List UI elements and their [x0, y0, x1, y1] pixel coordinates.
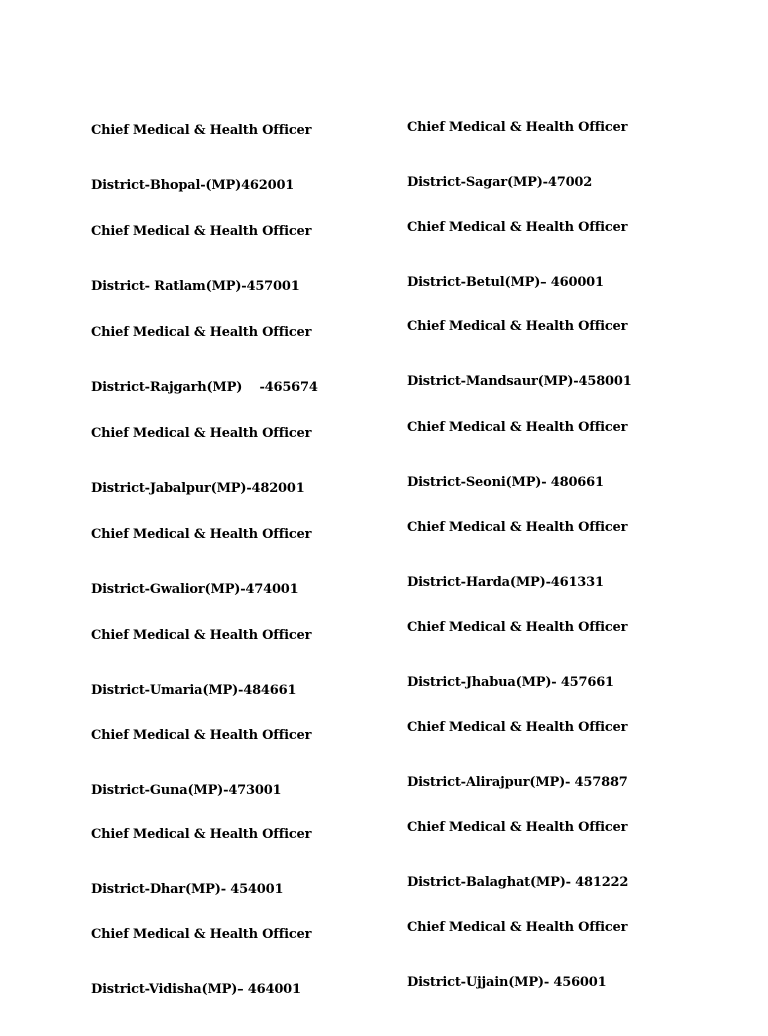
- label-address: District-Rajgarh(MP) -465674: [91, 380, 318, 395]
- label-title: Chief Medical & Health Officer: [407, 120, 628, 135]
- label-title: Chief Medical & Health Officer: [407, 520, 628, 535]
- label-address: District-Ujjain(MP)- 456001: [407, 975, 607, 990]
- label-title: Chief Medical & Health Officer: [407, 420, 628, 435]
- label-title: Chief Medical & Health Officer: [91, 927, 312, 942]
- label-address: District-Mandsaur(MP)-458001: [407, 374, 632, 389]
- label-title: Chief Medical & Health Officer: [91, 325, 312, 340]
- label-address: District-Sagar(MP)-47002: [407, 175, 593, 190]
- address-label: [91, 888, 391, 1036]
- label-title: Chief Medical & Health Officer: [407, 220, 628, 235]
- label-title: Chief Medical & Health Officer: [407, 620, 628, 635]
- label-address: District-Umaria(MP)-484661: [91, 683, 297, 698]
- label-address: District-Alirajpur(MP)- 457887: [407, 775, 628, 790]
- label-title: Chief Medical & Health Officer: [407, 920, 628, 935]
- label-title: Chief Medical & Health Officer: [91, 628, 312, 643]
- label-title: Chief Medical & Health Officer: [91, 527, 312, 542]
- label-address: District-Guna(MP)-473001: [91, 783, 282, 798]
- label-title: Chief Medical & Health Officer: [407, 820, 628, 835]
- label-address: District-Balaghat(MP)- 481222: [407, 875, 629, 890]
- label-address: District-Bhopal-(MP)462001: [91, 178, 295, 193]
- label-address: District-Gwalior(MP)-474001: [91, 582, 299, 597]
- label-title: Chief Medical & Health Officer: [91, 827, 312, 842]
- label-address: District-Jabalpur(MP)-482001: [91, 481, 305, 496]
- label-title: Chief Medical & Health Officer: [91, 224, 312, 239]
- label-address: District-Vidisha(MP)– 464001: [91, 982, 301, 997]
- label-title: Chief Medical & Health Officer: [91, 123, 312, 138]
- label-address: District-Jhabua(MP)- 457661: [407, 675, 614, 690]
- label-address: District-Harda(MP)-461331: [407, 575, 604, 590]
- label-title: Chief Medical & Health Officer: [91, 426, 312, 441]
- label-address: District-Dhar(MP)- 454001: [91, 882, 284, 897]
- label-title: Chief Medical & Health Officer: [91, 728, 312, 743]
- label-address: District- Ratlam(MP)-457001: [91, 279, 300, 294]
- label-title: Chief Medical & Health Officer: [407, 720, 628, 735]
- address-label: [407, 881, 707, 1029]
- label-title: Chief Medical & Health Officer: [407, 319, 628, 334]
- label-address: District-Betul(MP)– 460001: [407, 275, 604, 290]
- label-address: District-Seoni(MP)- 480661: [407, 475, 604, 490]
